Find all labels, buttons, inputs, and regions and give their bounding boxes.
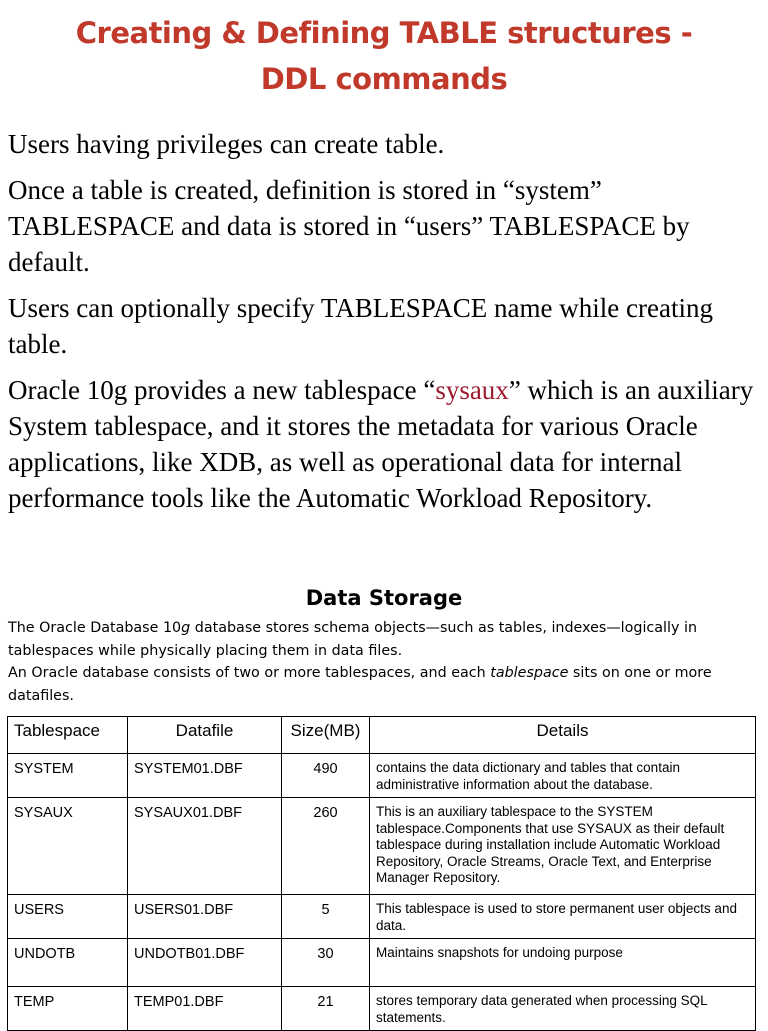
- header-tablespace: Tablespace: [8, 717, 128, 754]
- cell-tablespace: SYSTEM: [8, 754, 128, 798]
- header-datafile: Datafile: [128, 717, 282, 754]
- cell-datafile: SYSAUX01.DBF: [128, 798, 282, 895]
- table-row: [8, 895, 756, 939]
- sysaux-highlight: sysaux: [435, 375, 509, 405]
- cell-details: contains the data dictionary and tables that contain administrative information about the database.: [370, 754, 756, 798]
- data-storage-heading: Data Storage: [305, 586, 463, 610]
- table-row: [8, 939, 756, 987]
- cell-datafile: TEMP01.DBF: [128, 987, 282, 1031]
- storage-line-1-italic: g: [181, 620, 191, 636]
- cell-details: This tablespace is used to store permanent user objects and data.: [370, 895, 756, 939]
- paragraph-sysaux: [8, 372, 760, 516]
- tablespace-table: [7, 716, 756, 1031]
- storage-line-2-end: sits on one or more datafiles.: [8, 665, 712, 704]
- slide-body: [8, 126, 760, 526]
- paragraph-sysaux-end: ” which is an auxiliary System tablespace, and it stores the metadata for various Oracle applications, like XDB, as well as operational data for internal performance tools like the Automatic Workload Repository.: [8, 375, 754, 513]
- cell-size: 5: [282, 895, 370, 939]
- storage-line-2: [8, 662, 764, 707]
- cell-size: 490: [282, 754, 370, 798]
- storage-line-1-end: database stores schema objects—such as tables, indexes—logically in tablespaces while physically placing them in data files.: [8, 620, 698, 659]
- data-storage-description: [8, 617, 764, 707]
- cell-tablespace: USERS: [8, 895, 128, 939]
- storage-line-1: [8, 617, 764, 662]
- table-row: [8, 754, 756, 798]
- cell-datafile: USERS01.DBF: [128, 895, 282, 939]
- storage-line-1-start: The Oracle Database 10: [8, 620, 182, 636]
- storage-line-2-start: An Oracle database consists of two or more tablespaces, and each: [8, 665, 491, 681]
- storage-line-2-italic: tablespace: [490, 665, 569, 681]
- paragraph-specify-tablespace: Users can optionally specify TABLESPACE name while creating table.: [8, 293, 713, 359]
- cell-datafile: SYSTEM01.DBF: [128, 754, 282, 798]
- slide-title-line-2: DDL commands: [260, 62, 508, 96]
- slide-title-line-1: Creating & Defining TABLE structures -: [75, 16, 693, 50]
- slide-title: [0, 10, 768, 102]
- cell-tablespace: UNDOTB: [8, 939, 128, 987]
- cell-size: 21: [282, 987, 370, 1031]
- cell-size: 260: [282, 798, 370, 895]
- cell-tablespace: TEMP: [8, 987, 128, 1031]
- cell-tablespace: SYSAUX: [8, 798, 128, 895]
- table-row: [8, 798, 756, 895]
- cell-details: stores temporary data generated when processing SQL statements.: [370, 987, 756, 1031]
- cell-datafile: UNDOTB01.DBF: [128, 939, 282, 987]
- cell-size: 30: [282, 939, 370, 987]
- paragraph-sysaux-start: Oracle 10g provides a new tablespace “: [8, 375, 436, 405]
- header-size: Size(MB): [282, 717, 370, 754]
- table-header-row: [8, 717, 756, 754]
- cell-details: This is an auxiliary tablespace to the SYSTEM tablespace.Components that use SYSAUX as their default tablespace during installation include Automatic Workload Repository, Oracle Streams, Oracle Text, and Enterprise Manager Repository.: [370, 798, 756, 895]
- paragraph-privileges: Users having privileges can create table.: [8, 129, 445, 159]
- paragraph-default-tablespace: Once a table is created, definition is stored in “system” TABLESPACE and data is stored in “users” TABLESPACE by default.: [8, 175, 690, 277]
- header-details: Details: [370, 717, 756, 754]
- cell-details: Maintains snapshots for undoing purpose: [370, 939, 756, 987]
